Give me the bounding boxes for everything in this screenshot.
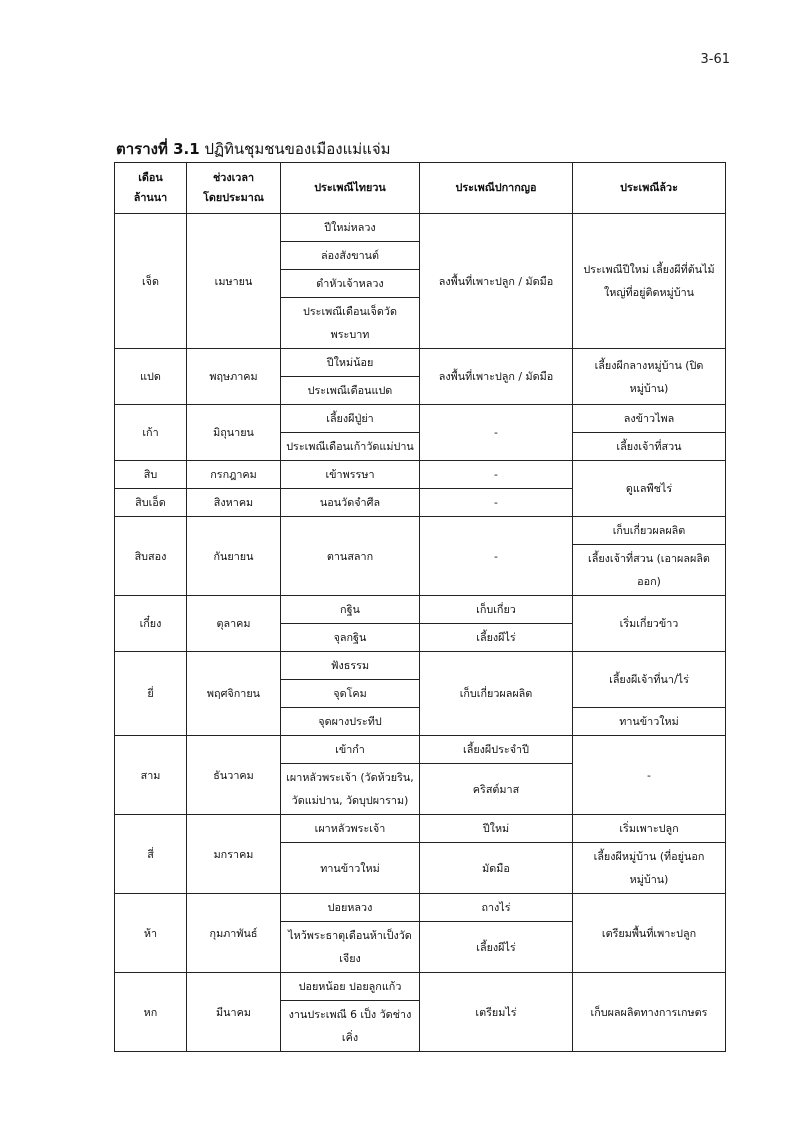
lanna-month-cell: ยี่ [115,652,187,736]
lanna-month-cell: สิบเอ็ด [115,489,187,517]
tai-yuan-cell: ทานข้าวใหม่ [281,843,420,894]
tai-yuan-cell: ประเพณีเดือนแปด [281,377,420,405]
lanna-month-cell: สาม [115,736,187,815]
approx-period-cell: พฤษภาคม [187,349,281,405]
table-row [115,894,726,922]
tai-yuan-cell: จุลกฐิน [281,624,420,652]
header-lanna-month: เดือน ล้านนา [115,163,187,214]
tai-yuan-cell: ดำหัวเจ้าหลวง [281,270,420,298]
lua-cell: เลี้ยงเจ้าที่สวน [573,433,726,461]
tai-yuan-cell: ฟังธรรม [281,652,420,680]
approx-period-cell: มกราคม [187,815,281,894]
caption-label: ตารางที่ 3.1 [116,140,200,158]
karen-cell: ลงพื้นที่เพาะปลูก / มัดมือ [420,214,573,349]
karen-cell: - [420,405,573,461]
karen-cell: เลี้ยงผีไร่ [420,922,573,973]
lanna-month-cell: เก้า [115,405,187,461]
lua-cell: เริ่มเพาะปลูก [573,815,726,843]
karen-cell: ลงพื้นที่เพาะปลูก / มัดมือ [420,349,573,405]
table-caption [116,137,391,161]
karen-cell: เก็บเกี่ยวผลผลิต [420,652,573,736]
table-row [115,405,726,433]
page-number: 3-61 [700,52,730,67]
lua-cell: เลี้ยงผีกลางหมู่บ้าน (ปิดหมู่บ้าน) [573,349,726,405]
tai-yuan-cell: เผาหลัวพระเจ้า [281,815,420,843]
lanna-month-cell: แปด [115,349,187,405]
lua-cell: ดูแลพืชไร่ [573,461,726,517]
table-row [115,973,726,1001]
karen-cell: - [420,461,573,489]
lua-cell: เริ่มเกี่ยวข้าว [573,596,726,652]
lanna-month-cell: สิบสอง [115,517,187,596]
lanna-month-cell: เจ็ด [115,214,187,349]
table-row [115,214,726,242]
lua-cell: เก็บผลผลิตทางการเกษตร [573,973,726,1052]
header-lua: ประเพณีล้วะ [573,163,726,214]
tai-yuan-cell: ประเพณีเดือนเก้าวัดแม่ปาน [281,433,420,461]
tai-yuan-cell: งานประเพณี 6 เป็ง วัดช่างเคิ่ง [281,1001,420,1052]
table-row [115,517,726,545]
karen-cell: ปีใหม่ [420,815,573,843]
tai-yuan-cell: ประเพณีเดือนเจ็ดวัดพระบาท [281,298,420,349]
lua-cell: ทานข้าวใหม่ [573,708,726,736]
lua-cell: เลี้ยงผีเจ้าที่นา/ไร่ [573,652,726,708]
table-header-row [115,163,726,214]
tai-yuan-cell: กฐิน [281,596,420,624]
approx-period-cell: พฤศจิกายน [187,652,281,736]
header-karen: ประเพณีปกากญอ [420,163,573,214]
header-approx-period: ช่วงเวลา โดยประมาณ [187,163,281,214]
lua-cell: เตรียมพื้นที่เพาะปลูก [573,894,726,973]
karen-cell: เตรียมไร่ [420,973,573,1052]
tai-yuan-cell: ตานสลาก [281,517,420,596]
lanna-month-cell: ห้า [115,894,187,973]
community-calendar-table [114,162,726,1052]
lua-cell: - [573,736,726,815]
lanna-month-cell: สี่ [115,815,187,894]
approx-period-cell: ธันวาคม [187,736,281,815]
tai-yuan-cell: เข้ากำ [281,736,420,764]
header-tai-yuan: ประเพณีไทยวน [281,163,420,214]
lua-cell: เลี้ยงเจ้าที่สวน (เอาผลผลิตออก) [573,545,726,596]
karen-cell: เลี้ยงผีประจำปี [420,736,573,764]
tai-yuan-cell: เลี้ยงผีปู่ย่า [281,405,420,433]
karen-cell: - [420,517,573,596]
karen-cell: เก็บเกี่ยว [420,596,573,624]
lua-cell: ประเพณีปีใหม่ เลี้ยงผีที่ต้นไม้ใหญ่ที่อยู่ติดหมู่บ้าน [573,214,726,349]
tai-yuan-cell: เข้าพรรษา [281,461,420,489]
lanna-month-cell: เกี๋ยง [115,596,187,652]
tai-yuan-cell: ไหว้พระธาตุเดือนห้าเป็งวัดเจียง [281,922,420,973]
table-row [115,461,726,489]
table-row [115,815,726,843]
karen-cell: - [420,489,573,517]
karen-cell: เลี้ยงผีไร่ [420,624,573,652]
tai-yuan-cell: ปอยหน้อย ปอยลูกแก้ว [281,973,420,1001]
approx-period-cell: กุมภาพันธ์ [187,894,281,973]
approx-period-cell: สิงหาคม [187,489,281,517]
tai-yuan-cell: ปีใหม่น้อย [281,349,420,377]
lua-cell: ลงข้าวไพล [573,405,726,433]
tai-yuan-cell: นอนวัดจำศีล [281,489,420,517]
approx-period-cell: เมษายน [187,214,281,349]
karen-cell: มัดมือ [420,843,573,894]
table-row [115,596,726,624]
lua-cell: เก็บเกี่ยวผลผลิต [573,517,726,545]
tai-yuan-cell: เผาหลัวพระเจ้า (วัดห้วยริน, วัดแม่ปาน, วัดบุปผาราม) [281,764,420,815]
table-row [115,349,726,377]
tai-yuan-cell: จุดโคม [281,680,420,708]
table-row [115,736,726,764]
tai-yuan-cell: จุดผางประทีป [281,708,420,736]
table-row [115,652,726,680]
tai-yuan-cell: ปีใหม่หลวง [281,214,420,242]
approx-period-cell: ตุลาคม [187,596,281,652]
lanna-month-cell: สิบ [115,461,187,489]
approx-period-cell: กรกฎาคม [187,461,281,489]
approx-period-cell: กันยายน [187,517,281,596]
tai-yuan-cell: ปอยหลวง [281,894,420,922]
lanna-month-cell: หก [115,973,187,1052]
tai-yuan-cell: ล่องสังขานต์ [281,242,420,270]
lua-cell: เลี้ยงผีหมู่บ้าน (ที่อยู่นอกหมู่บ้าน) [573,843,726,894]
approx-period-cell: มิถุนายน [187,405,281,461]
karen-cell: ถางไร่ [420,894,573,922]
karen-cell: คริสต์มาส [420,764,573,815]
caption-text: ปฏิทินชุมชนของเมืองแม่แจ่ม [204,140,391,158]
approx-period-cell: มีนาคม [187,973,281,1052]
